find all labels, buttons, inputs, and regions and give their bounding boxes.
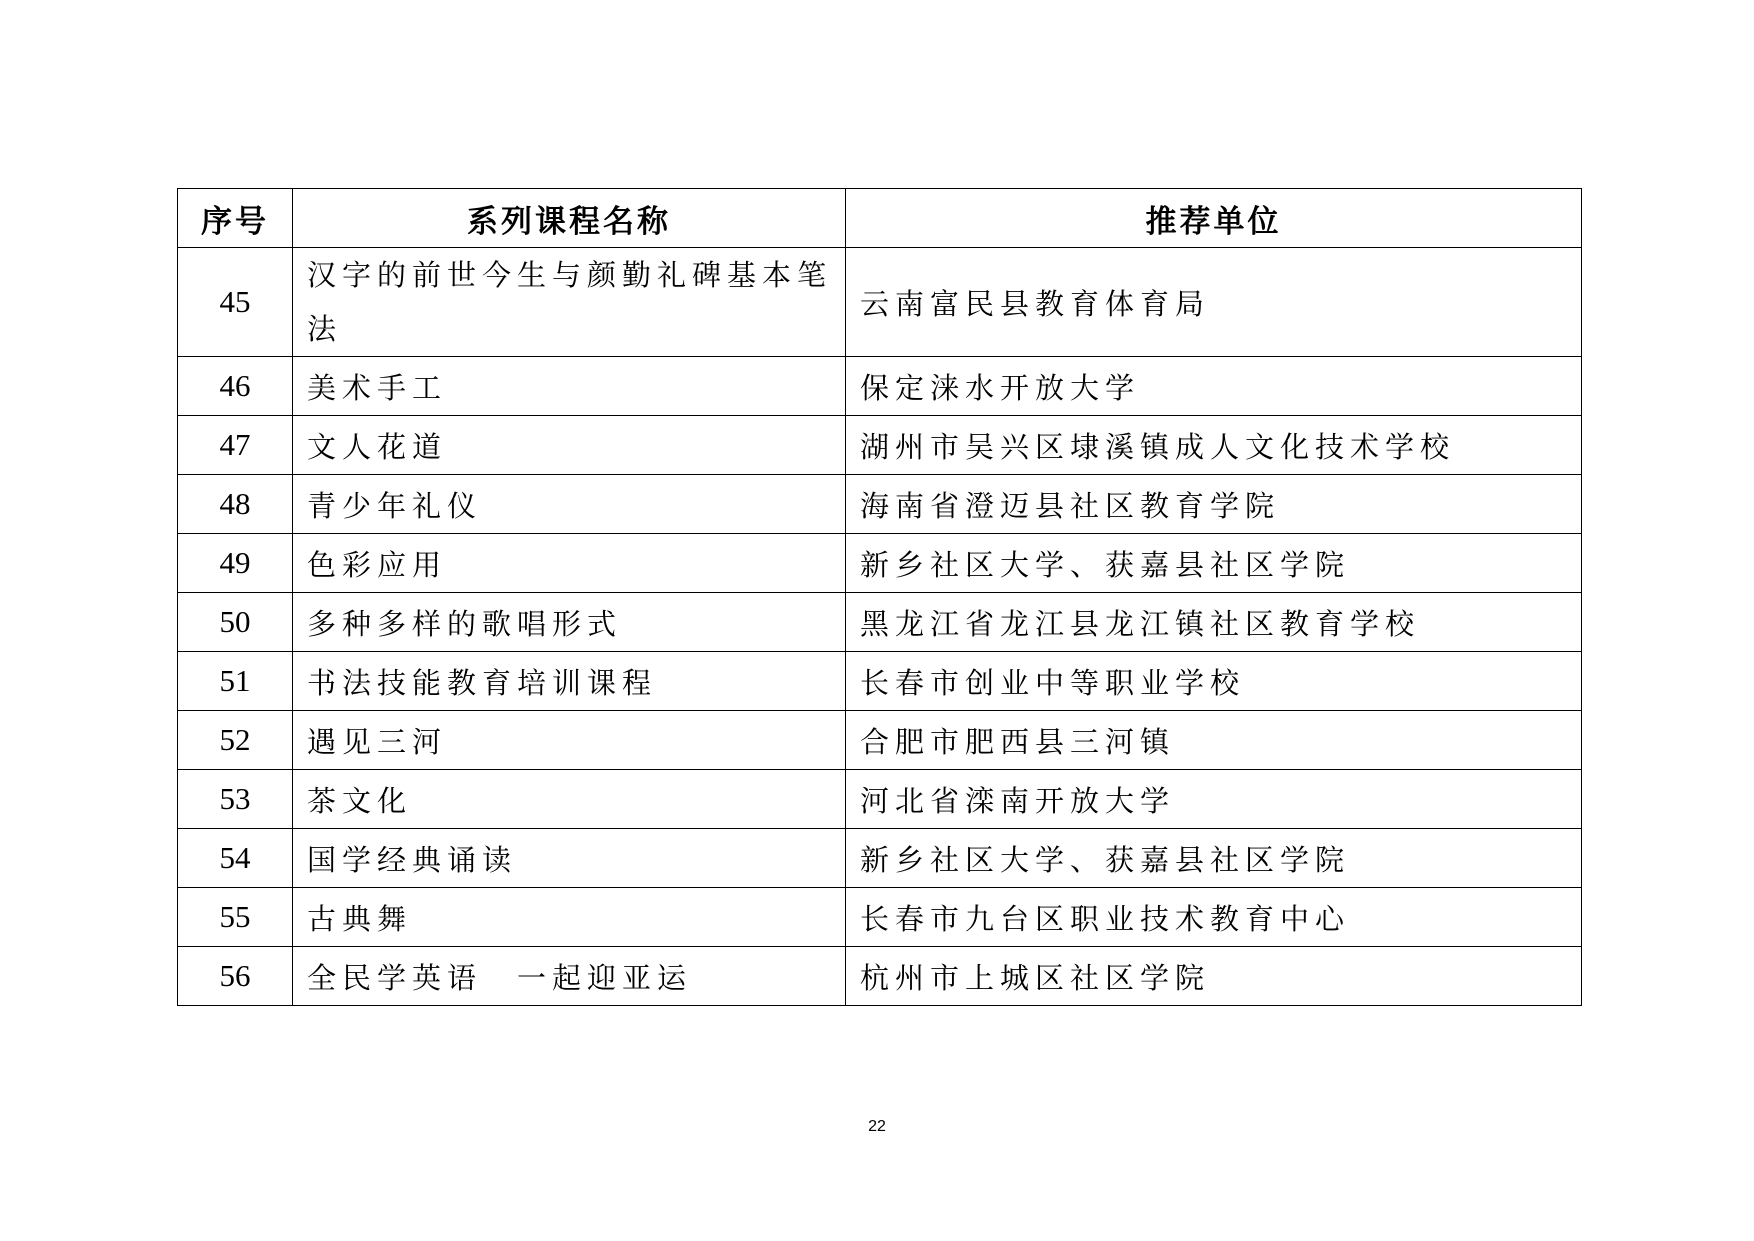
row-recommending-unit: 海南省澄迈县社区教育学院 [846, 475, 1582, 534]
row-recommending-unit: 保定涞水开放大学 [846, 357, 1582, 416]
table-row [178, 947, 1582, 1006]
header-serial-number: 序号 [178, 189, 293, 248]
row-recommending-unit: 新乡社区大学、获嘉县社区学院 [846, 829, 1582, 888]
table-row [178, 416, 1582, 475]
table-row [178, 829, 1582, 888]
course-table [177, 188, 1582, 1006]
table-row [178, 770, 1582, 829]
header-course-name: 系列课程名称 [293, 189, 846, 248]
row-recommending-unit: 云南富民县教育体育局 [846, 248, 1582, 357]
table-row [178, 475, 1582, 534]
row-recommending-unit: 新乡社区大学、获嘉县社区学院 [846, 534, 1582, 593]
row-serial-number: 45 [178, 248, 293, 357]
table-header-row [178, 189, 1582, 248]
row-course-name: 文人花道 [293, 416, 846, 475]
row-course-name: 古典舞 [293, 888, 846, 947]
row-course-name: 国学经典诵读 [293, 829, 846, 888]
row-recommending-unit: 湖州市吴兴区埭溪镇成人文化技术学校 [846, 416, 1582, 475]
row-course-name: 美术手工 [293, 357, 846, 416]
page-number: 22 [868, 1118, 886, 1135]
row-serial-number: 54 [178, 829, 293, 888]
row-serial-number: 50 [178, 593, 293, 652]
table-row [178, 652, 1582, 711]
row-serial-number: 47 [178, 416, 293, 475]
row-serial-number: 46 [178, 357, 293, 416]
row-serial-number: 52 [178, 711, 293, 770]
row-course-name: 书法技能教育培训课程 [293, 652, 846, 711]
table-row [178, 888, 1582, 947]
row-course-name: 遇见三河 [293, 711, 846, 770]
row-recommending-unit: 杭州市上城区社区学院 [846, 947, 1582, 1006]
row-serial-number: 51 [178, 652, 293, 711]
table-row [178, 593, 1582, 652]
row-serial-number: 49 [178, 534, 293, 593]
row-course-name: 茶文化 [293, 770, 846, 829]
table-row [178, 534, 1582, 593]
row-course-name: 全民学英语 一起迎亚运 [293, 947, 846, 1006]
row-recommending-unit: 黑龙江省龙江县龙江镇社区教育学校 [846, 593, 1582, 652]
table-row [178, 248, 1582, 357]
row-course-name: 色彩应用 [293, 534, 846, 593]
row-recommending-unit: 长春市九台区职业技术教育中心 [846, 888, 1582, 947]
row-course-name: 汉字的前世今生与颜勤礼碑基本笔法 [293, 248, 846, 357]
table-row [178, 357, 1582, 416]
row-recommending-unit: 合肥市肥西县三河镇 [846, 711, 1582, 770]
course-table-container [177, 188, 1581, 1006]
row-recommending-unit: 河北省滦南开放大学 [846, 770, 1582, 829]
row-serial-number: 53 [178, 770, 293, 829]
row-course-name: 多种多样的歌唱形式 [293, 593, 846, 652]
row-course-name: 青少年礼仪 [293, 475, 846, 534]
table-row [178, 711, 1582, 770]
row-recommending-unit: 长春市创业中等职业学校 [846, 652, 1582, 711]
row-serial-number: 55 [178, 888, 293, 947]
header-recommending-unit: 推荐单位 [846, 189, 1582, 248]
row-serial-number: 48 [178, 475, 293, 534]
row-serial-number: 56 [178, 947, 293, 1006]
